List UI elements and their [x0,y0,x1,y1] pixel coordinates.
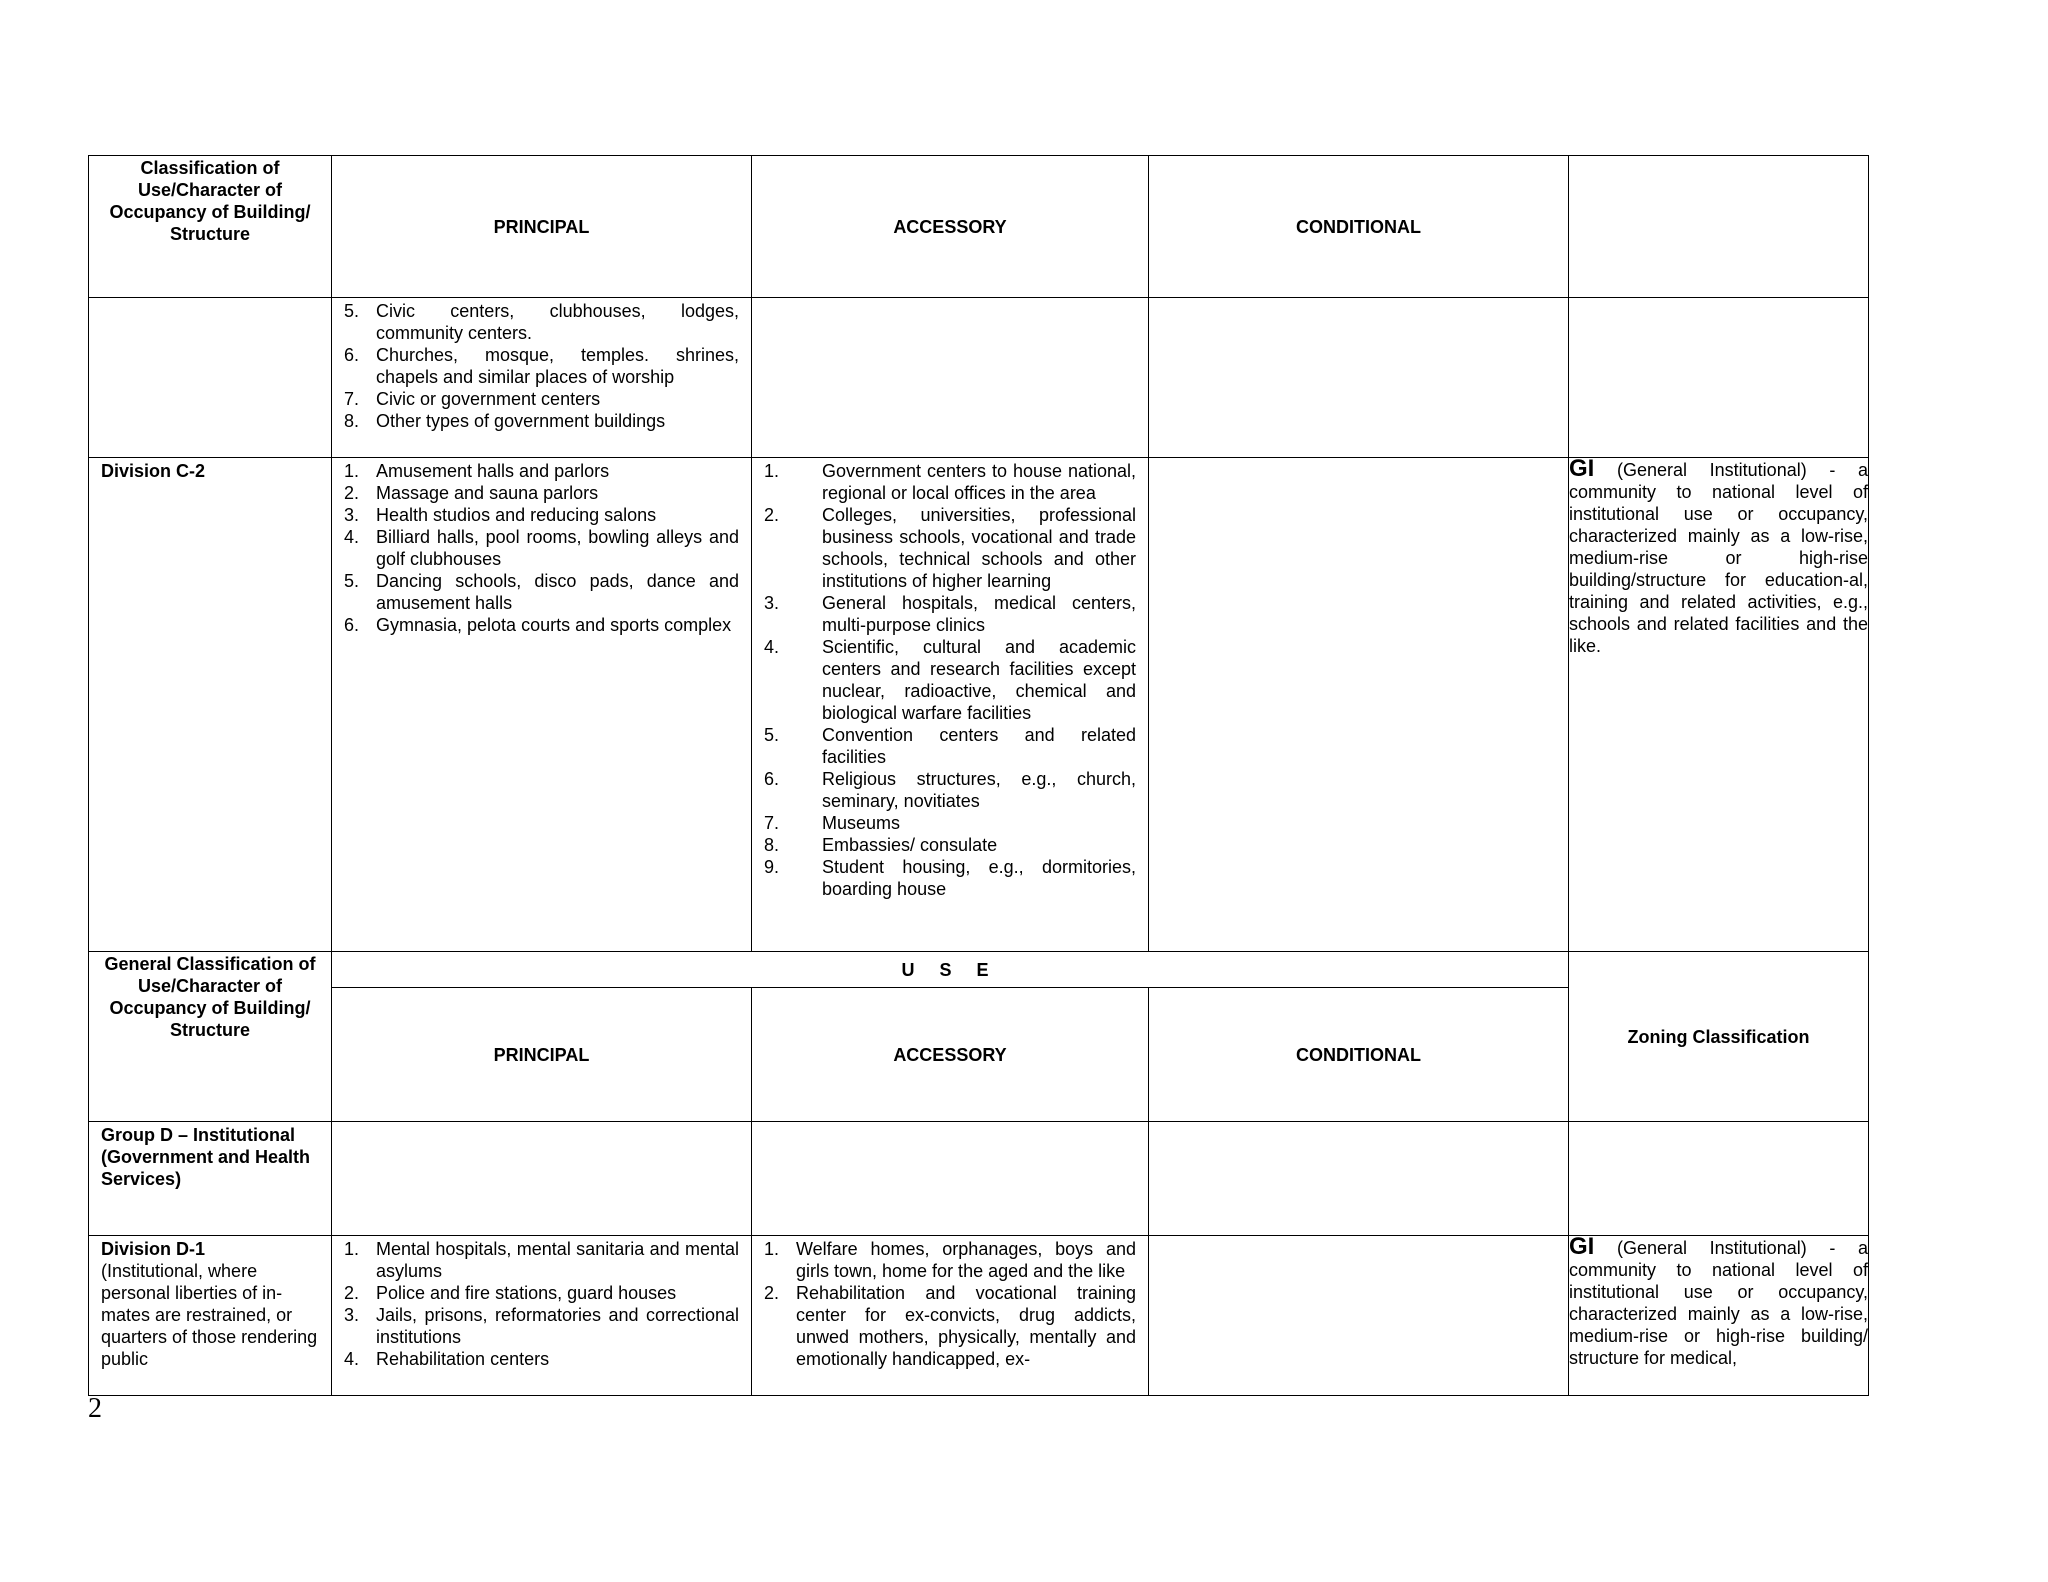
principal-list [332,458,751,638]
list-item: 5. Civic centers, clubhouses, lodges, community centers. [344,301,739,343]
classification-header: Classification of Use/Character of Occupancy of Building/ Structure [89,156,332,298]
principal-cell [332,1122,752,1236]
division-c2-row [89,458,1869,952]
list-item: 2. Police and fire stations, guard houses [344,1283,677,1303]
principal-header: PRINCIPAL [332,156,752,298]
classification-cell [89,298,332,458]
use-header-row [89,952,1869,988]
zoning-cell [1569,1233,1869,1396]
use-table-top [88,155,1869,952]
list-item: 6. Churches, mosque, temples. shrines, chapels and similar places of worship [344,345,739,387]
list-item: 7. Civic or government centers [344,389,601,409]
list-item: 4. Billiard halls, pool rooms, bowling alleys and golf clubhouses [344,527,739,569]
conditional-header: CONDITIONAL [1149,988,1569,1122]
principal-cell [332,298,752,458]
zoning-code: GI [1569,455,1595,482]
accessory-header: ACCESSORY [752,988,1149,1122]
zoning-cell [1569,455,1869,952]
zoning-description: (General Institutional) - a community to national level of institutional use or occupancy, characterized mainly as a low-rise, medium-rise or high-rise building/structure for education-al, training and related activities, e.g., schools and related facilities and the like. [1569,460,1868,656]
conditional-cell [1149,298,1569,458]
list-item: 8. Other types of government buildings [344,411,666,431]
continuation-row [89,298,1869,458]
list-item: 5. Convention centers and related facilities [764,725,1136,767]
list-item: 6. Gymnasia, pelota courts and sports complex [344,615,732,635]
zoning-code: GI [1569,1233,1595,1260]
principal-cell [332,458,752,952]
division-c2-name: Division C-2 [89,458,332,952]
division-d1-description: (Institutional, where personal liberties of in-mates are restrained, or quarters of those rendering public [101,1261,318,1369]
list-item: 1. Government centers to house national, regional or local offices in the area [764,461,1136,503]
accessory-list [752,458,1148,902]
list-item: 4. Scientific, cultural and academic centers and research facilities except nuclear, radioactive, chemical and biological warfare facilities [764,637,1136,723]
accessory-header: ACCESSORY [752,156,1149,298]
use-table-bottom [88,951,1869,1396]
division-d1-row [89,1236,1869,1396]
accessory-list [752,1236,1148,1372]
list-item: 2. Colleges, universities, professional business schools, vocational and trade schools, technical schools and other institutions of higher learning [764,505,1136,591]
zoning-cell [1569,298,1869,458]
division-d1-name: Division D-1 [101,1239,206,1259]
principal-cell [332,1236,752,1396]
zoning-description: (General Institutional) - a community to national level of institutional use or occupancy, characterized mainly as a low-rise, medium-rise or high-rise building/ structure for medical, [1569,1238,1868,1368]
list-item: 3. General hospitals, medical centers, multi-purpose clinics [764,593,1136,635]
zoning-header [1569,156,1869,298]
accessory-cell [752,298,1149,458]
list-item: 3. Jails, prisons, reformatories and correctional institutions [344,1305,739,1347]
conditional-cell [1149,1122,1569,1236]
accessory-cell [752,1236,1149,1396]
classification-header: General Classification of Use/Character of Occupancy of Building/ Structure [89,952,332,1122]
zoning-cell [1569,1122,1869,1236]
list-item: 5. Dancing schools, disco pads, dance and amusement halls [344,571,739,613]
list-item: 9. Student housing, e.g., dormitories, boarding house [764,857,1136,899]
list-item: 1. Mental hospitals, mental sanitaria and mental asylums [344,1239,739,1281]
group-d-name: Group D – Institutional (Government and Health Services) [89,1122,332,1236]
list-item: 2. Rehabilitation and vocational training center for ex-convicts, drug addicts, unwed mothers, physically, mentally and emotionally handicapped, ex- [764,1283,1136,1369]
group-d-row [89,1122,1869,1236]
zoning-header: Zoning Classification [1569,952,1869,1122]
header-row [89,156,1869,298]
accessory-cell [752,1122,1149,1236]
list-item: 1. Welfare homes, orphanages, boys and girls town, home for the aged and the like [764,1239,1136,1281]
list-item: 8. Embassies/ consulate [764,835,998,855]
conditional-header: CONDITIONAL [1149,156,1569,298]
principal-list [332,298,751,434]
page-number: 2 [88,1393,102,1424]
conditional-cell [1149,1236,1569,1396]
list-item: 4. Rehabilitation centers [344,1349,550,1369]
list-item: 1. Amusement halls and parlors [344,461,610,481]
accessory-cell [752,458,1149,952]
use-header: U S E [332,952,1569,988]
principal-header: PRINCIPAL [332,988,752,1122]
principal-list [332,1236,751,1372]
conditional-cell [1149,458,1569,952]
list-item: 3. Health studios and reducing salons [344,505,657,525]
list-item: 2. Massage and sauna parlors [344,483,599,503]
list-item: 7. Museums [764,813,901,833]
list-item: 6. Religious structures, e.g., church, seminary, novitiates [764,769,1136,811]
division-d1-cell [89,1236,332,1396]
